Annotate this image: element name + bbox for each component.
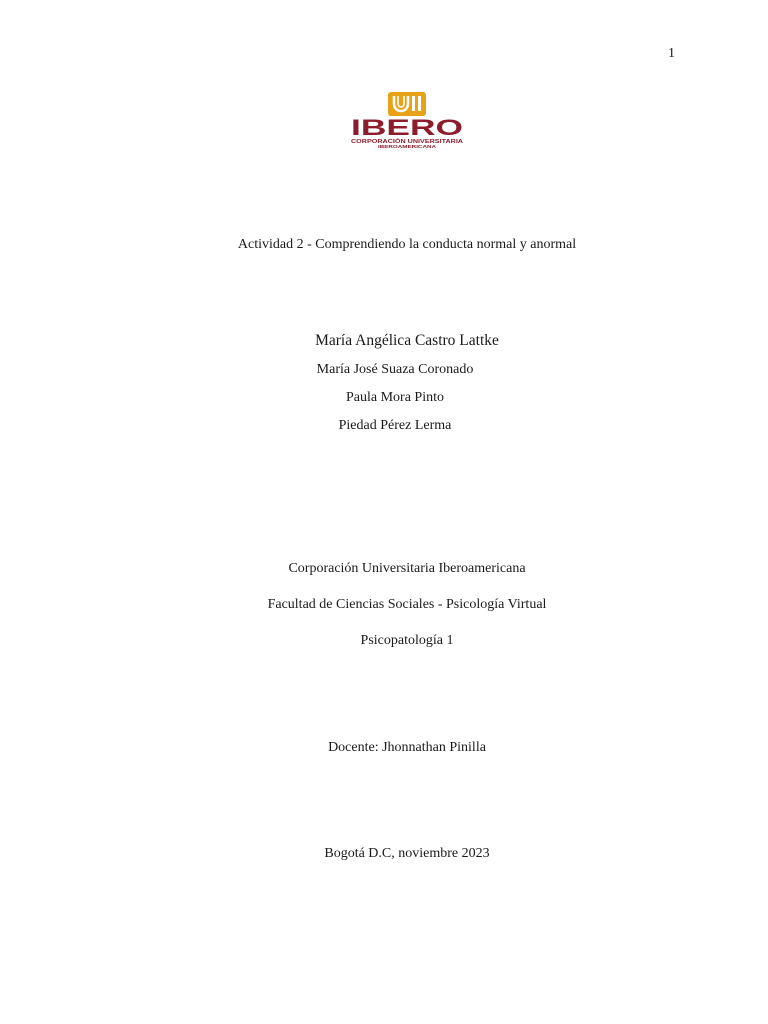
- author-4: Piedad Pérez Lerma: [338, 418, 452, 433]
- author-1: María Angélica Castro Lattke: [315, 332, 499, 349]
- course: Psicopatología 1: [360, 633, 454, 648]
- ibero-emblem-icon: [388, 92, 426, 116]
- ibero-wordmark: IBERO: [351, 115, 463, 140]
- ibero-logo: [348, 90, 466, 150]
- faculty: Facultad de Ciencias Sociales - Psicología Virtual: [267, 597, 547, 612]
- teacher: Docente: Jhonnathan Pinilla: [328, 740, 486, 755]
- place-date: Bogotá D.C, noviembre 2023: [324, 846, 490, 861]
- author-2: María José Suaza Coronado: [316, 362, 474, 377]
- institution: Corporación Universitaria Iberoamericana: [288, 561, 526, 576]
- ibero-subtitle-line1: CORPORACIÓN UNIVERSITARIA: [351, 139, 429, 145]
- author-3: Paula Mora Pinto: [346, 390, 444, 405]
- ibero-subtitle-line2: IBEROAMERICANA: [378, 144, 438, 149]
- document-title: Actividad 2 - Comprendiendo la conducta normal y anormal: [237, 237, 577, 252]
- page-number: 1: [668, 46, 675, 61]
